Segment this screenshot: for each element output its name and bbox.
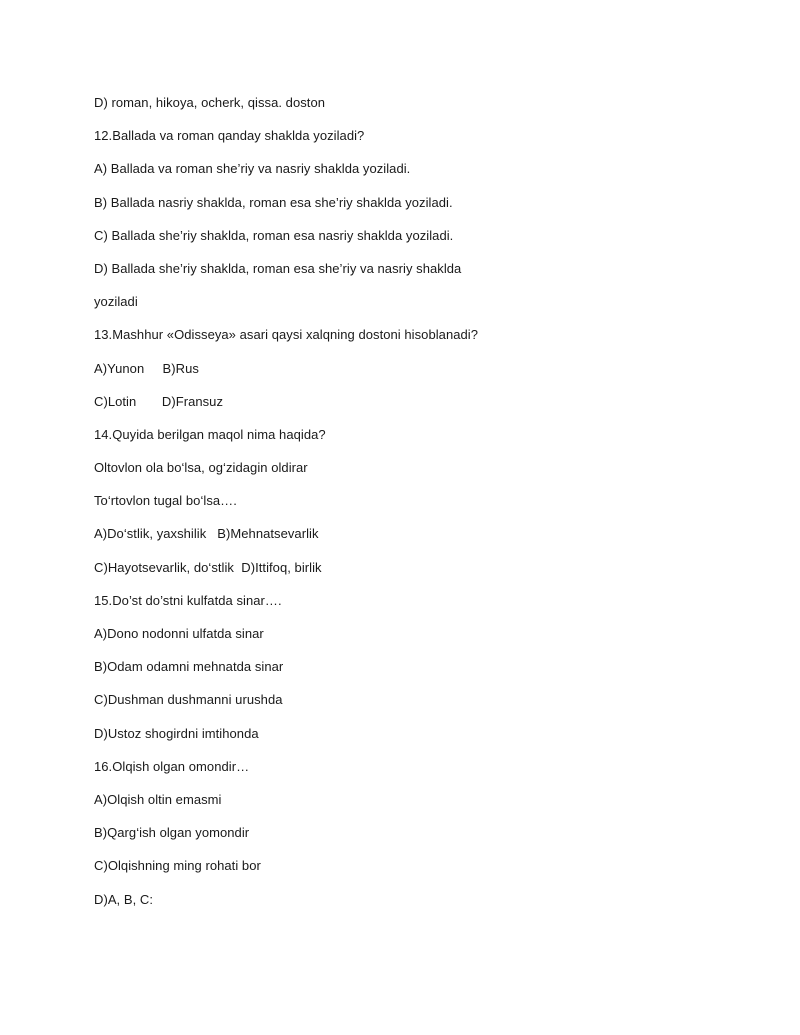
proverb-line-2: To‘rtovlon tugal bo‘lsa…. — [94, 493, 237, 509]
answer-option-d: D)Ustoz shogirdni imtihonda — [94, 725, 259, 741]
proverb-line-1: Oltovlon ola bo‘lsa, og‘zidagin oldirar — [94, 460, 308, 476]
answer-options-cd: C)Lotin D)Fransuz — [94, 393, 224, 409]
question-15: 15.Do’st do’stni kulfatda sinar…. — [94, 592, 282, 608]
answer-option-a: A)Olqish oltin emasmi — [94, 791, 222, 807]
question-16: 16.Olqish olgan omondir… — [94, 758, 250, 774]
answer-option-c: C) Ballada she’riy shaklda, roman esa nasriy shaklda yoziladi. — [94, 227, 454, 243]
question-13: 13.Mashhur «Odisseya» asari qaysi xalqning dostoni hisoblanadi? — [94, 327, 478, 343]
answer-option-b: B)Odam odamni mehnatda sinar — [94, 659, 284, 675]
answer-options-cd: C)Hayotsevarlik, do‘stlik D)Ittifoq, birlik — [94, 559, 322, 575]
answer-options-ab: A)Do‘stlik, yaxshilik B)Mehnatsevarlik — [94, 526, 319, 542]
answer-continuation: yoziladi — [94, 294, 138, 310]
answer-option-b: B)Qarg‘ish olgan yomondir — [94, 825, 250, 841]
answer-option-a: A)Dono nodonni ulfatda sinar — [94, 626, 264, 641]
answer-option-d: D) roman, hikoya, ocherk, qissa. doston — [94, 95, 325, 110]
answer-options-ab: A)Yunon B)Rus — [94, 360, 199, 376]
answer-option-b: B) Ballada nasriy shaklda, roman esa she’riy shaklda yoziladi. — [94, 194, 453, 210]
answer-option-c: C)Olqishning ming rohati bor — [94, 858, 261, 874]
document-page — [94, 94, 754, 924]
answer-option-d: D)A, B, C: — [94, 891, 154, 907]
answer-option-d: D) Ballada she’riy shaklda, roman esa she’riy va nasriy shaklda — [94, 260, 462, 276]
question-12: 12.Ballada va roman qanday shaklda yoziladi? — [94, 128, 365, 144]
answer-option-a: A) Ballada va roman she’riy va nasriy shaklda yoziladi. — [94, 161, 411, 177]
question-14: 14.Quyida berilgan maqol nima haqida? — [94, 426, 326, 442]
answer-option-c: C)Dushman dushmanni urushda — [94, 692, 283, 708]
